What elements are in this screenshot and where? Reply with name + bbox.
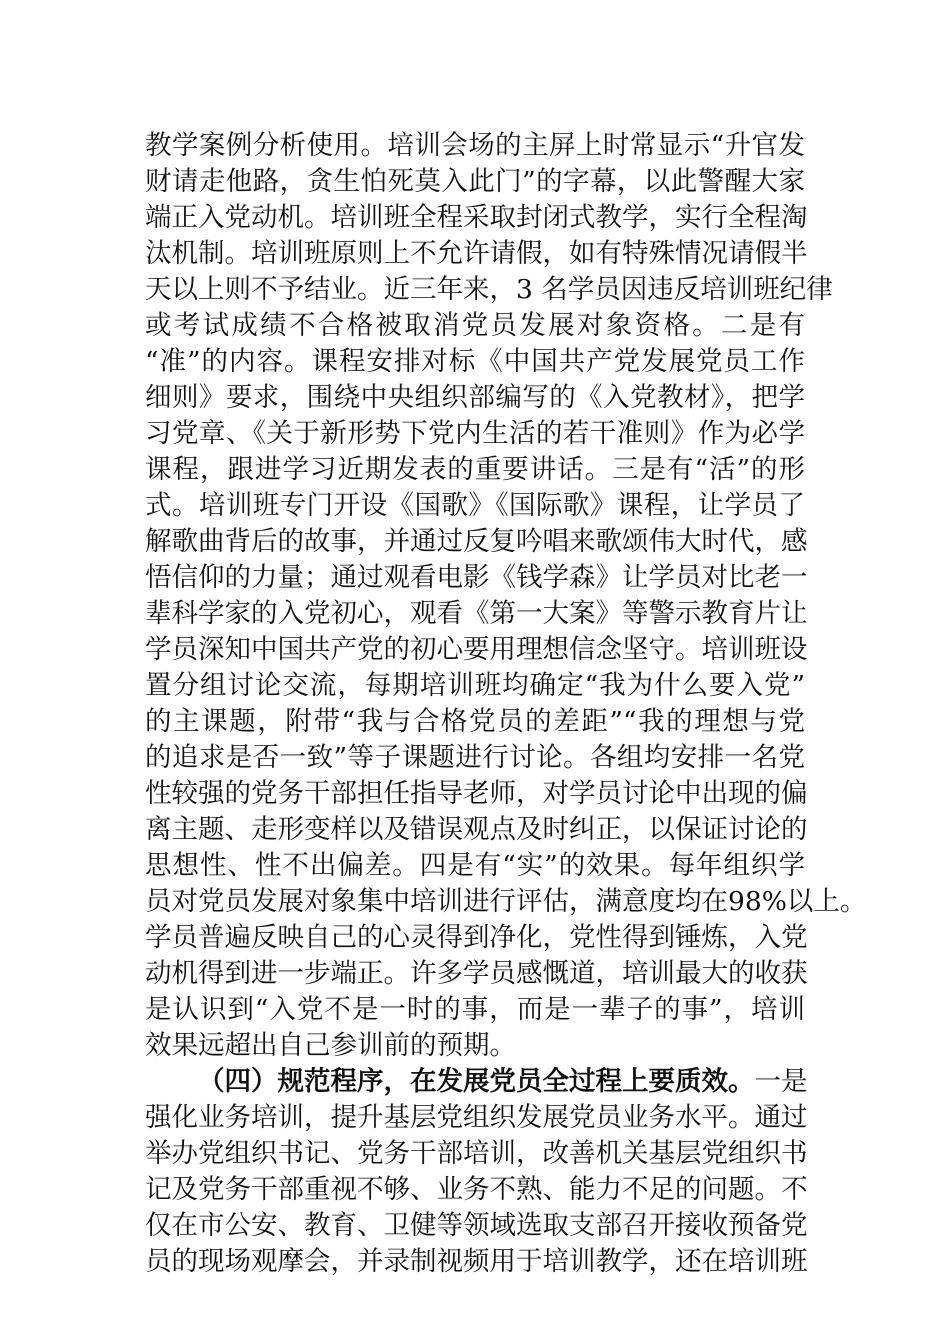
text-line: 仅在市公安、教育、卫健等领域选取支部召开接收预备党 <box>145 1210 808 1241</box>
text-line: 辈科学家的入党初心，观看《第一大案》等警示教育片让 <box>145 598 808 629</box>
text-line: 悟信仰的力量；通过观看电影《钱学森》让学员对比老一 <box>145 562 808 593</box>
text-line: 是认识到“入党不是一时的事，而是一辈子的事”，培训 <box>145 994 805 1025</box>
text-line: 学员深知中国共产党的初心要用理想信念坚守。培训班设 <box>145 634 808 665</box>
text-line: 或考试成绩不合格被取消党员发展对象资格。二是有 <box>145 310 805 341</box>
text-line: 离主题、走形变样以及错误观点及时纠正，以保证讨论的 <box>145 814 808 845</box>
text-line: “准”的内容。课程安排对标《中国共产党发展党员工作 <box>145 346 805 377</box>
text-line: 式。培训班专门开设《国歌》《国际歌》课程，让学员了 <box>145 490 805 521</box>
text-line: 动机得到进一步端正。许多学员感慨道，培训最大的收获 <box>145 958 808 989</box>
text-line: 学员普遍反映自己的心灵得到净化，党性得到锤炼，入党 <box>145 922 808 953</box>
text-line: 员的现场观摩会，并录制视频用于培训教学，还在培训班 <box>145 1246 808 1277</box>
text-line: 解歌曲背后的故事，并通过反复吟唱来歌颂伟大时代，感 <box>145 526 808 557</box>
text-line: 财请走他路，贪生怕死莫入此门”的字幕，以此警醒大家 <box>145 166 805 197</box>
text-line: 习党章、《关于新形势下党内生活的若干准则》作为必学 <box>145 418 805 449</box>
text-line: 举办党组织书记、党务干部培训，改善机关基层党组织书 <box>145 1138 808 1169</box>
text-line: 汰机制。培训班原则上不允许请假，如有特殊情况请假半 <box>145 238 808 269</box>
text-line: 记及党务干部重视不够、业务不熟、能力不足的问题。不 <box>145 1174 808 1205</box>
text-line: 的主课题，附带“我与合格党员的差距”“我的理想与党 <box>145 706 805 737</box>
text-line: 教学案例分析使用。培训会场的主屏上时常显示“升官发 <box>145 130 805 161</box>
section-heading-line <box>198 1064 808 1100</box>
text-line: 细则》要求，围绕中央组织部编写的《入党教材》，把学 <box>145 382 805 413</box>
text-line: 强化业务培训，提升基层党组织发展党员业务水平。通过 <box>145 1102 808 1133</box>
section-heading-tail: 一是 <box>754 1066 808 1097</box>
text-line: 思想性、性不出偏差。四是有“实”的效果。每年组织学 <box>145 850 805 881</box>
text-line: 的追求是否一致”等子课题进行讨论。各组均安排一名党 <box>145 742 805 773</box>
text-line: 置分组讨论交流，每期培训班均确定“我为什么要入党” <box>145 670 805 701</box>
text-line: 性较强的党务干部担任指导老师，对学员讨论中出现的偏 <box>145 778 808 809</box>
text-line: 课程，跟进学习近期发表的重要讲话。三是有“活”的形 <box>145 454 805 485</box>
text-line: 效果远超出自己参训前的预期。 <box>145 1030 516 1061</box>
text-line: 天以上则不予结业。近三年来，3 名学员因违反培训班纪律 <box>145 274 833 305</box>
text-line: 员对党员发展对象集中培训进行评估，满意度均在98%以上。 <box>145 886 867 917</box>
section-heading: （四）规范程序，在发展党员全过程上要质效。 <box>198 1066 755 1097</box>
text-line: 端正入党动机。培训班全程采取封闭式教学，实行全程淘 <box>145 202 808 233</box>
